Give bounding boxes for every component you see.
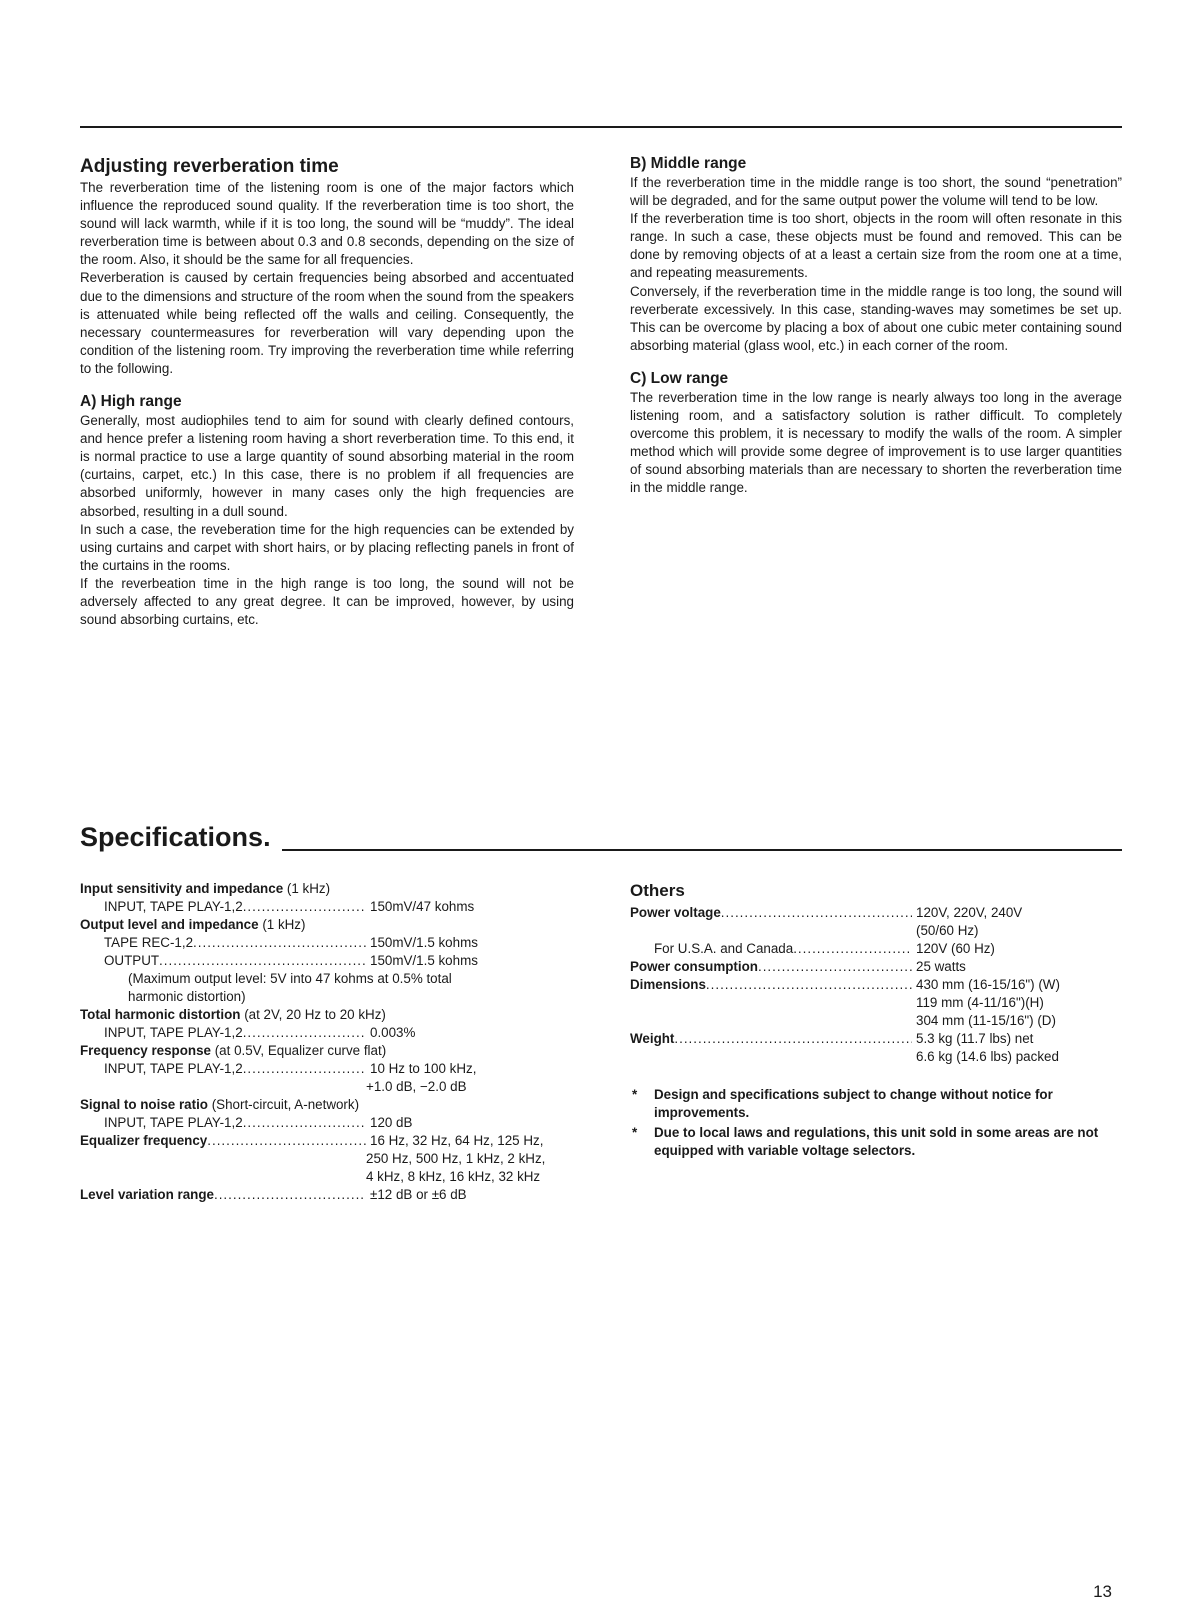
spec-row-power-voltage	[630, 904, 1122, 922]
note-item	[630, 1124, 1122, 1160]
note-item	[630, 1086, 1122, 1122]
spec-value: 10 Hz to 100 kHz,	[370, 1061, 477, 1076]
spec-value-continued: 250 Hz, 500 Hz, 1 kHz, 2 kHz,	[366, 1151, 546, 1166]
paragraph: Conversely, if the reverberation time in the middle range is too long, the sound will reverberate excessively. In this case, standing-waves may sometimes be set up. This can be overcome by placing a box of about one cubic meter containing sound absorbing material (glass wool, etc.) in each corner of the room.	[630, 283, 1122, 353]
spec-value: 120V (60 Hz)	[916, 941, 995, 956]
spec-row	[80, 898, 600, 916]
spec-heading-thd	[80, 1006, 600, 1024]
dot-leader	[207, 1132, 366, 1150]
paragraph: Reverberation is caused by certain frequencies being absorbed and accentuated due to the dimensions and structure of the room when the sound from the speakers is attenuated while being reflected off the walls and ceiling. Consequently, the necessary countermeasures for reverberation will vary depending upon the condition of the listening room. Try improving the reverberation time while referring to the following.	[80, 270, 574, 376]
dot-leader	[243, 1024, 366, 1042]
dot-leader	[706, 976, 912, 994]
spec-value: 5.3 kg (11.7 lbs) net	[916, 1031, 1034, 1046]
spec-row-usa-canada	[630, 940, 1122, 958]
spec-value: 150mV/1.5 kohms	[370, 935, 478, 950]
spec-value-continued: 4 kHz, 8 kHz, 16 kHz, 32 kHz	[366, 1169, 541, 1184]
spec-label: Frequency response	[80, 1043, 211, 1058]
subsection-title-high-range: A) High range	[80, 393, 182, 411]
spec-value: 25 watts	[916, 959, 966, 974]
spec-sub-label: OUTPUT	[104, 953, 160, 968]
spec-value: 150mV/47 kohms	[370, 899, 475, 914]
spec-value: 16 Hz, 32 Hz, 64 Hz, 125 Hz,	[370, 1133, 544, 1148]
spec-label: Power voltage	[630, 905, 721, 920]
spec-row	[80, 934, 600, 952]
spec-value-continued: +1.0 dB, −2.0 dB	[366, 1079, 467, 1094]
spec-label: Power consumption	[630, 959, 758, 974]
spec-heading-output-level	[80, 916, 600, 934]
spec-label: Equalizer frequency	[80, 1133, 208, 1148]
spec-condition: (1 kHz)	[286, 881, 331, 896]
note-text: Due to local laws and regulations, this unit sold in some areas are not equipped with variable voltage selectors.	[654, 1125, 1099, 1158]
dot-leader	[214, 1186, 366, 1204]
spec-label: Signal to noise ratio	[80, 1097, 208, 1112]
spec-value: 120 dB	[370, 1115, 413, 1130]
reverberation-left-column	[80, 156, 574, 629]
paragraph: If the reverberation time is too short, objects in the room will often resonate in this range. In such a case, these objects must be found and removed. This can be done by removing objects of at a least a certain size from the room one at a time, and repeating measurements.	[630, 211, 1122, 281]
spec-value-continued: 119 mm (4-11/16")(H)	[916, 995, 1044, 1010]
spec-value-continued: (50/60 Hz)	[916, 923, 979, 938]
specifications-title-text: Specifications	[80, 822, 264, 852]
dot-leader	[721, 904, 912, 922]
spec-value-continued: 304 mm (11-15/16") (D)	[916, 1013, 1056, 1028]
spec-heading-snr	[80, 1096, 600, 1114]
dot-leader	[674, 1030, 912, 1048]
notes-list	[630, 1086, 1122, 1160]
spec-label: Weight	[630, 1031, 675, 1046]
dot-leader	[193, 934, 366, 952]
spec-row-power-consumption	[630, 958, 1122, 976]
spec-label: Total harmonic distortion	[80, 1007, 241, 1022]
spec-row	[80, 952, 600, 970]
spec-sub-label: TAPE REC-1,2	[104, 935, 194, 950]
spec-row-equalizer	[80, 1132, 600, 1150]
spec-sub-label: For U.S.A. and Canada	[654, 941, 794, 956]
asterisk-icon: *	[632, 1087, 638, 1102]
dot-leader	[758, 958, 912, 976]
paragraph: If the reverberation time in the middle range is too short, the sound “penetration” will be degraded, and for the same output power the volume will tend to be low.	[630, 175, 1122, 209]
specifications-header	[80, 820, 1122, 854]
spec-value: 150mV/1.5 kohms	[370, 953, 478, 968]
page-number: 13	[1093, 1582, 1112, 1601]
spec-heading-input-sensitivity	[80, 880, 600, 898]
spec-row-level-variation	[80, 1186, 600, 1204]
spec-sub-label: INPUT, TAPE PLAY-1,2	[104, 899, 243, 914]
specifications-title	[80, 820, 271, 854]
spec-label: Input sensitivity and impedance	[80, 881, 284, 896]
paragraph: Generally, most audiophiles tend to aim for sound with clearly defined contours, and hence prefer a listening room having a short reverberation time. To this end, it is normal practice to use a large quantity of sound absorbing material in the room (curtains, carpet, etc.) In this case, there is no problem if all frequencies are absorbed uniformly, however in many cases only the high frequencies are absorbed, resulting in a dull sound.	[80, 413, 574, 519]
specifications-list	[80, 880, 600, 1204]
others-list	[630, 880, 1122, 1162]
spec-label: Output level and impedance	[80, 917, 259, 932]
spec-label: Level variation range	[80, 1187, 214, 1202]
paragraph: The reverberation time in the low range is nearly always too long in the average listening room, and a satisfactory solution is rather difficult. To completely overcome this problem, it is necessary to modify the walls of the room. A simpler method which will provide some degree of improvement is to use larger quantities of sound absorbing materials than are necessary to shorten the reverberation time in the middle range.	[630, 389, 1122, 496]
asterisk-icon: *	[632, 1125, 638, 1140]
spec-value: ±12 dB or ±6 dB	[370, 1187, 467, 1202]
spec-value: 120V, 220V, 240V	[916, 905, 1023, 920]
spec-condition: (at 2V, 20 Hz to 20 kHz)	[244, 1007, 386, 1022]
spec-note: harmonic distortion)	[128, 989, 246, 1004]
paragraph: The reverberation time of the listening room is one of the major factors which influence the reproduced sound quality. If the reverberation time is too short, the sound will lack warmth, while if it is too long, the sound will be “muddy”. The ideal reverberation time is between about 0.3 and 0.8 seconds, depending on the size of the room. Also, it should be the same for all frequencies.	[80, 180, 574, 268]
spec-condition: (Short-circuit, A-network)	[211, 1097, 360, 1112]
spec-label: Dimensions	[630, 977, 706, 992]
spec-heading-frequency-response	[80, 1042, 600, 1060]
spec-sub-label: INPUT, TAPE PLAY-1,2	[104, 1061, 243, 1076]
spec-row-weight	[630, 1030, 1122, 1048]
dot-leader	[243, 898, 366, 916]
spec-condition: (at 0.5V, Equalizer curve flat)	[214, 1043, 387, 1058]
top-divider	[80, 126, 1122, 128]
dot-leader	[159, 952, 366, 970]
paragraph: If the reverbeation time in the high range is too long, the sound will not be adversely affected to any great degree. It can be improved, however, by using sound absorbing curtains, etc.	[80, 575, 574, 628]
spec-value: 0.003%	[370, 1025, 416, 1040]
spec-sub-label: INPUT, TAPE PLAY-1,2	[104, 1025, 243, 1040]
spec-value-continued: 6.6 kg (14.6 lbs) packed	[916, 1049, 1059, 1064]
spec-condition: (1 kHz)	[262, 917, 306, 932]
others-title: Others	[630, 881, 685, 900]
reverberation-right-column	[630, 154, 1122, 498]
spec-note: (Maximum output level: 5V into 47 kohms at 0.5% total	[128, 971, 452, 986]
dot-leader	[243, 1114, 366, 1132]
specifications-divider	[282, 849, 1122, 851]
spec-row-dimensions	[630, 976, 1122, 994]
dot-leader	[793, 940, 912, 958]
subsection-title-middle-range: B) Middle range	[630, 155, 747, 172]
note-text: Design and specifications subject to change without notice for improvements.	[654, 1087, 1053, 1120]
spec-value: 430 mm (16-15/16") (W)	[916, 977, 1060, 992]
spec-row	[80, 1114, 600, 1132]
paragraph: In such a case, the reveberation time for the high requencies can be extended by using curtains and carpet with short hairs, or by placing reflecting panels in front of the curtains in the rooms.	[80, 521, 574, 573]
specifications-title-mark: .	[263, 822, 271, 852]
spec-row	[80, 1060, 600, 1078]
spec-row	[80, 1024, 600, 1042]
subsection-title-low-range: C) Low range	[630, 369, 729, 387]
spec-sub-label: INPUT, TAPE PLAY-1,2	[104, 1115, 243, 1130]
section-title-reverberation: Adjusting reverberation time	[80, 156, 339, 177]
dot-leader	[243, 1060, 366, 1078]
